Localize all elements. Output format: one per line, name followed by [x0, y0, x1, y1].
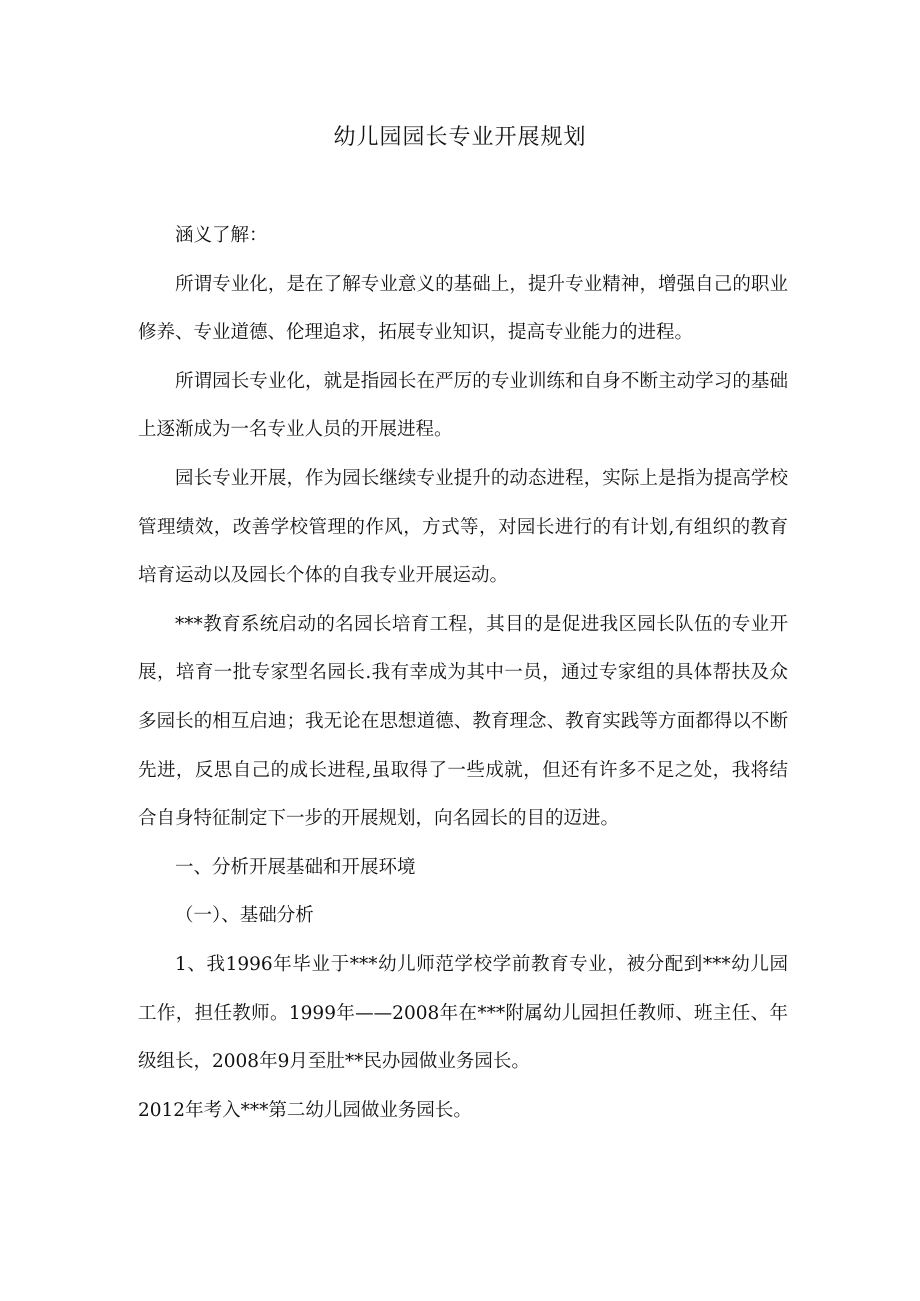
paragraph-career-history: 1、我1996年毕业于***幼儿师范学校学前教育专业，被分配到***幼儿园工作，担任教师。1999年——2008年在***附属幼儿园担任教师、班主任、年级组长，2008年9月至肚**民办园做业务园长。 — [138, 953, 788, 1073]
paragraph-2012-appointment: 2012年考入***第二幼儿园做业务园长。 — [138, 1099, 472, 1121]
paragraph-principal-development: 园长专业开展，作为园长继续专业提升的动态进程，实际上是指为提高学校管理绩效，改善学校管理的作风，方式等，对园长进行的有计划,有组织的教育培育运动以及园长个体的自我专业开展运动。 — [138, 467, 788, 587]
section-heading-analysis: 一、分析开展基础和开展环境 — [175, 856, 416, 878]
document-title: 幼儿园园长专业开展规划 — [333, 125, 587, 150]
paragraph-definition-heading: 涵义了解： — [175, 225, 268, 246]
paragraph-principal-professionalization: 所谓园长专业化，就是指园长在严厉的专业训练和自身不断主动学习的基础上逐渐成为一名专业人员的开展进程。 — [138, 370, 788, 441]
document-body — [138, 212, 788, 1135]
paragraph-training-project: ***教育系统启动的名园长培育工程，其目的是促进我区园长队伍的专业开展，培育一批专家型名园长.我有幸成为其中一员，通过专家组的具体帮扶及众多园长的相互启迪；我无论在思想道德、教育理念、教育实践等方面都得以不断先进，反思自己的成长进程,虽取得了一些成就，但还有许多不足之处，我将结合自身特征制定下一步的开展规划，向名园长的目的迈进。 — [138, 613, 788, 830]
subsection-heading-basis: （一）、基础分析 — [175, 905, 314, 927]
paragraph-professionalization: 所谓专业化，是在了解专业意义的基础上，提升专业精神，增强自己的职业修养、专业道德、伦理追求，拓展专业知识，提高专业能力的进程。 — [138, 273, 788, 344]
